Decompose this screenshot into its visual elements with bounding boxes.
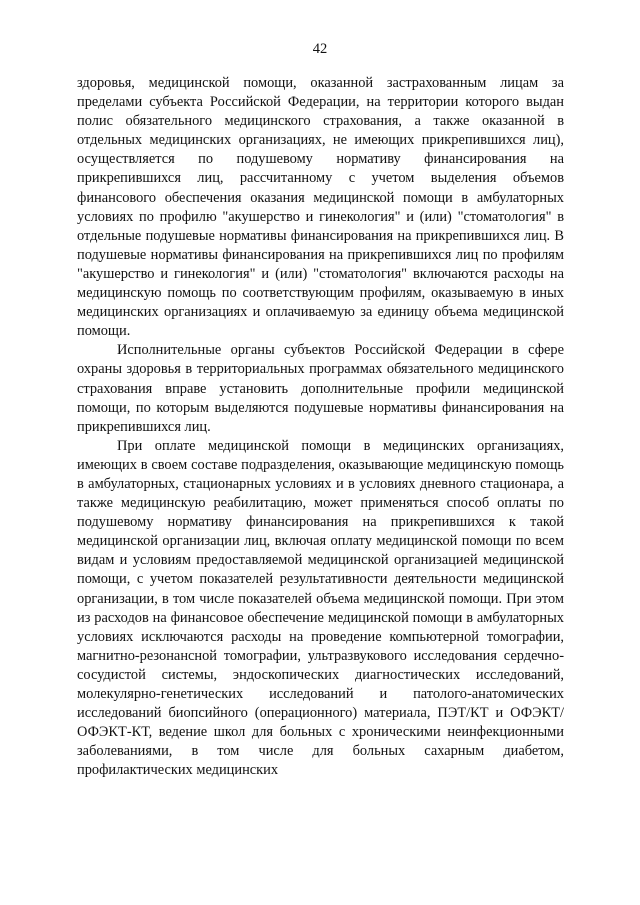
paragraph-additional-profiles: Исполнительные органы субъектов Российской Федерации в сфере охраны здоровья в территориальных программах обязательного медицинского страхования вправе установить дополнительные профили медицинской помощи, по которым выделяются подушевые нормативы финансирования на прикрепившихся лиц. <box>77 342 564 435</box>
page-number: 42 <box>312 41 328 57</box>
document-body <box>77 74 564 780</box>
paragraph-continuation: здоровья, медицинской помощи, оказанной застрахованным лицам за пределами субъекта Российской Федерации, на территории которого выдан полис обязательного медицинского страхования, а также оказанной в отдельных медицинских организациях, не имеющих прикрепившихся лиц), осуществляется по подушевому нормативу финансирования на прикрепившихся лиц, рассчитанному с учетом выделения объемов финансового обеспечения оказания медицинской помощи в амбулаторных условиях по профилю "акушерство и гинекология" и (или) "стоматология" в отдельные подушевые нормативы финансирования на прикрепившихся лиц. В подушевые нормативы финансирования на прикрепившихся лиц по профилям "акушерство и гинекология" и (или) "стоматология" включаются расходы на медицинскую помощь по соответствующим профилям, оказываемую в иных медицинских организациях и оплачиваемую за единицу объема медицинской помощи. <box>77 75 564 340</box>
paragraph-payment-method: При оплате медицинской помощи в медицинских организациях, имеющих в своем составе подразделения, оказывающие медицинскую помощь в амбулаторных, стационарных условиях и в условиях дневного стационара, а также медицинскую реабилитацию, может применяться способ оплаты по подушевому нормативу финансирования на прикрепившихся к такой медицинской организации лиц, включая оплату медицинской помощи по всем видам и условиям предоставляемой медицинской организацией медицинской помощи, с учетом показателей результативности деятельности медицинской организации, в том числе показателей объема медицинской помощи. При этом из расходов на финансовое обеспечение медицинской помощи в амбулаторных условиях исключаются расходы на проведение компьютерной томографии, магнитно-резонансной томографии, ультразвукового исследования сердечно-сосудистой системы, эндоскопических диагностических исследований, молекулярно-генетических исследований и патолого-анатомических исследований биопсийного (операционного) материала, ПЭТ/КТ и ОФЭКТ/ОФЭКТ-КТ, ведение школ для больных с хроническими неинфекционными заболеваниями, в том числе для больных сахарным диабетом, профилактических медицинских <box>77 437 564 779</box>
